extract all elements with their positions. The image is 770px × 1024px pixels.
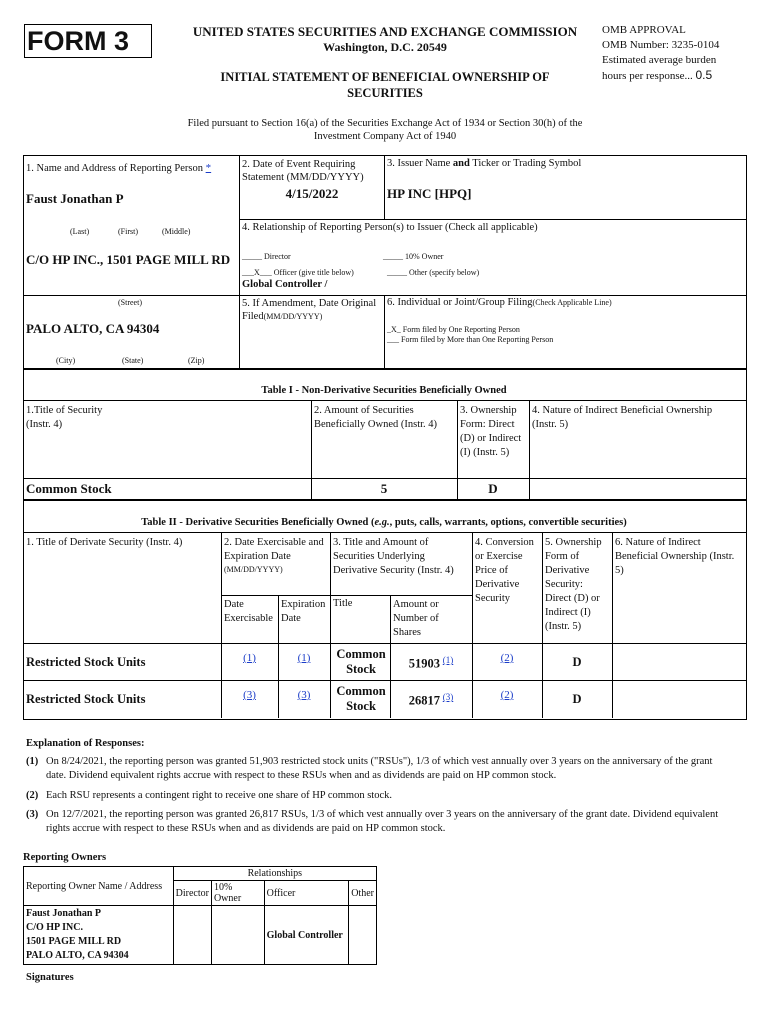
first-label: (First) (118, 227, 138, 236)
city-value: PALO ALTO, CA 94304 (26, 321, 160, 336)
note-2-number: (2) (26, 790, 39, 801)
note-2-text: Each RSU represents a contingent right to receive one share of HP common stock. (46, 790, 393, 801)
ro-name-header: Reporting Owner Name / Address (24, 867, 174, 906)
box4-label: 4. Relationship of Reporting Person(s) to Issuer (Check all applicable) (242, 222, 538, 233)
box3-label: 3. Issuer Name and Ticker or Trading Symbol (387, 158, 582, 169)
zip-label: (Zip) (188, 356, 205, 365)
officer-checkbox[interactable]: ___X___ Officer (give title below) (242, 268, 354, 277)
note-1-text: On 8/24/2021, the reporting person was granted 51,903 restricted stock units ("RSUs"), 1/3 of which vest annually over 3 years on the anniversary of the grant date. Dividend equivalent rights accrue with respect to these RSUs when and as dividends are paid on HP common stock. (46, 756, 713, 781)
ro-ten-pct-cell (211, 906, 264, 965)
box6-label: 6. Individual or Joint/Group Filing(Check Applicable Line) (387, 297, 612, 308)
filed-by-one-option[interactable]: _X_ Form filed by One Reporting Person (387, 325, 520, 334)
director-checkbox[interactable]: _____ Director (242, 252, 291, 261)
omb-approval-title: OMB APPROVAL (602, 24, 686, 36)
table2-expiration-header: Expiration Date (281, 599, 326, 624)
footnote-link[interactable]: (1) (243, 652, 256, 664)
explanation-heading: Explanation of Responses: (26, 738, 145, 749)
street-label: (Street) (118, 298, 142, 307)
table2-amount-header: Amount or Number of Shares (393, 599, 439, 638)
omb-hours-value: 0.5 (695, 68, 713, 82)
footnote-link[interactable]: (1) (297, 652, 311, 664)
ro-relationships-header: Relationships (173, 867, 376, 881)
ro-owner-line4: PALO ALTO, CA 94304 (26, 950, 129, 961)
table1-row-security: Common Stock (26, 481, 112, 496)
form-title: INITIAL STATEMENT OF BENEFICIAL OWNERSHIP OF SECURITIES (220, 70, 550, 100)
issuer-name: HP INC [HPQ] (387, 186, 472, 201)
filed-pursuant-1: Filed pursuant to Section 16(a) of the Securities Exchange Act of 1934 or Section 30(h) of the (187, 118, 583, 129)
ro-owner-line2: C/O HP INC. (26, 922, 83, 933)
table2-col5-header: 5. Ownership Form of Derivative Security: Direct (D) or Indirect (I) (Instr. 5) (545, 537, 602, 632)
note-1 (26, 755, 726, 783)
table2-row2-exp (278, 689, 330, 701)
agency-name: UNITED STATES SECURITIES AND EXCHANGE COMMISSION (192, 24, 578, 39)
table1-row-form: D (488, 481, 498, 496)
box5-label: 5. If Amendment, Date Original Filed(MM/DD/YYYY) (242, 298, 377, 322)
table2-row1-security: Restricted Stock Units (26, 655, 146, 669)
table2-row1-form: D (572, 655, 582, 669)
footnote-link[interactable]: (1) (442, 655, 454, 665)
table2-row2-title: Common Stock (336, 684, 386, 713)
officer-title: Global Controller / (242, 279, 328, 290)
table2-title: Table II - Derivative Securities Beneficially Owned (e.g., puts, calls, warrants, options, convertible securities) (141, 517, 627, 528)
reporting-owners-table (23, 866, 377, 965)
table2-row2-security: Restricted Stock Units (26, 692, 146, 706)
omb-hours-label: hours per response... (602, 70, 693, 82)
reporting-person-name: Faust Jonathan P (26, 191, 124, 206)
footnote-link[interactable]: (3) (442, 692, 454, 702)
filed-by-more-option[interactable]: ___ Form filed by More than One Reporting Person (387, 335, 554, 344)
table1-col2-header: 2. Amount of Securities Beneficially Owned (Instr. 4) (314, 405, 438, 430)
ro-officer-cell: Global Controller (264, 906, 349, 965)
table2-title-header: Title (333, 598, 353, 609)
last-label: (Last) (70, 227, 90, 236)
box1-label: 1. Name and Address of Reporting Person * (26, 162, 212, 174)
table2-row2-date-ex (221, 689, 278, 701)
city-label: (City) (56, 356, 76, 365)
table2-col6-header: 6. Nature of Indirect Beneficial Ownership (Instr. 5) (615, 537, 735, 576)
footnote-link[interactable]: (2) (500, 652, 514, 664)
signatures-heading: Signatures (26, 972, 74, 983)
ro-officer-header: Officer (264, 881, 349, 906)
ro-director-header: Director (173, 881, 211, 906)
ro-owner-cell (24, 906, 174, 965)
note-3-number: (3) (26, 809, 39, 820)
table2-row1-title: Common Stock (336, 647, 386, 676)
ro-owner-line3: 1501 PAGE MILL RD (26, 936, 122, 947)
table2-row1-amount: 51903 $^{(1)}$ (408, 655, 454, 671)
table2-col2-subheader: (MM/DD/YYYY) (224, 565, 283, 574)
ro-other-header: Other (349, 881, 377, 906)
omb-approval (602, 23, 719, 84)
reporting-owners-heading: Reporting Owners (23, 852, 107, 863)
note-2 (26, 789, 726, 803)
event-date: 4/15/2022 (285, 186, 339, 201)
table2-row1-date-ex (221, 652, 278, 664)
note-3 (26, 808, 726, 836)
table1-col3-header: 3. Ownership Form: Direct (D) or Indirect (I) (Instr. 5) (460, 405, 522, 458)
omb-burden: Estimated average burden (602, 54, 717, 66)
filed-pursuant-2: Investment Company Act of 1940 (313, 131, 457, 142)
ro-other-cell (349, 906, 377, 965)
ro-owner-line1: Faust Jonathan P (26, 908, 102, 919)
footnote-link[interactable]: (3) (297, 689, 311, 701)
footnote-link[interactable]: (2) (500, 689, 514, 701)
middle-label: (Middle) (162, 227, 191, 236)
table2-row2-form: D (572, 692, 582, 706)
table2-col2-header: 2. Date Exercisable and Expiration Date (224, 537, 324, 562)
form-label: FORM 3 (27, 26, 130, 56)
ro-director-cell (173, 906, 211, 965)
table2-row2-amount: 26817 $^{(3)}$ (408, 692, 454, 708)
table2-col1-header: 1. Title of Derivate Security (Instr. 4) (26, 537, 183, 548)
form-label-box (24, 24, 152, 58)
box1-footnote-star[interactable]: * (205, 162, 212, 174)
table2-row1-price (472, 652, 542, 664)
table2-row2-price (472, 689, 542, 701)
table1-col4-header: 4. Nature of Indirect Beneficial Ownership (Instr. 5) (532, 405, 713, 430)
table1-title: Table I - Non-Derivative Securities Beneficially Owned (261, 385, 507, 396)
note-1-number: (1) (26, 756, 39, 767)
table1-row-amount: 5 (380, 481, 388, 496)
note-3-text: On 12/7/2021, the reporting person was granted 26,817 RSUs, 1/3 of which vest annually over 3 years on the anniversary of the grant date. Dividend equivalent rights accrue with respect to these RSUs when and as dividends are paid on HP common stock. (46, 809, 719, 834)
ten-pct-owner-checkbox[interactable]: _____ 10% Owner (383, 252, 444, 261)
footnote-link[interactable]: (3) (243, 689, 256, 701)
other-checkbox[interactable]: _____ Other (specify below) (387, 268, 480, 277)
table2-col4-header: 4. Conversion or Exercise Price of Derivative Security (475, 537, 534, 604)
box2-label: 2. Date of Event Requiring Statement (MM/DD/YYYY) (242, 159, 364, 183)
table2-col3-header: 3. Title and Amount of Securities Underlying Derivative Security (Instr. 4) (333, 537, 454, 576)
table2-date-exercisable-header: Date Exercisable (224, 599, 273, 624)
street-value: C/O HP INC., 1501 PAGE MILL RD (26, 252, 231, 267)
state-label: (State) (122, 356, 144, 365)
ro-ten-pct-header: 10% Owner (211, 881, 264, 906)
omb-number: OMB Number: 3235-0104 (602, 39, 720, 51)
agency-location: Washington, D.C. 20549 (323, 40, 447, 54)
table1-col1-header: 1.Title of Security (Instr. 4) (26, 405, 103, 430)
table2-row1-exp (278, 652, 330, 664)
